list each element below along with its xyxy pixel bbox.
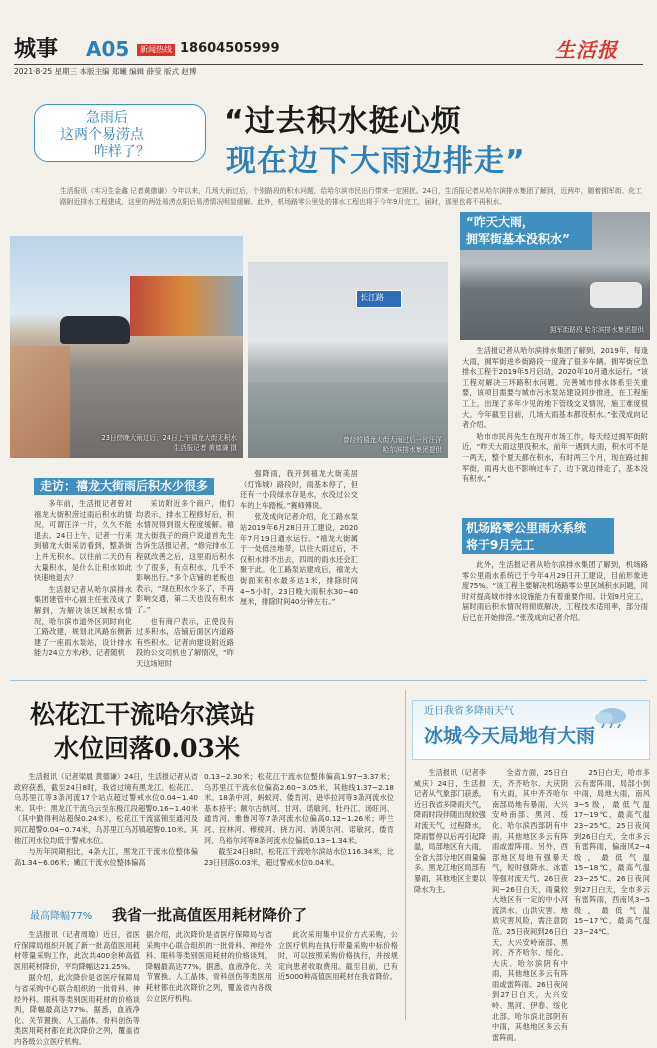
kicker-line-2: 这两个易涝点 — [60, 127, 144, 143]
subhead-airport-road-1: 机场路零公里雨水系统 — [466, 521, 587, 535]
story3-headline: 冰城今天局地有大雨 — [424, 725, 596, 747]
story2-col-2 — [204, 772, 394, 896]
story1-col3-para-1: 强降雨，我开到禧龙大街美居（灯饰城）路段时，雨基本停了，但还有一小段绿水存是水，水没过公交车的上车踏板。”赛师傅说。 — [240, 469, 358, 510]
headline-line-2: 现在边下大雨边排走” — [226, 144, 526, 179]
photo2-caption-1: 曾经的禧龙大街大雨过后一片汪洋 — [343, 436, 442, 444]
story4-para-1: 生活报讯（记者周瑜）近日，省医疗保障局组织开展了新一批高值医用耗材带量采购工作，此次共400余种高值医用耗材降价，平均降幅达21.25%。 — [14, 930, 140, 971]
story1-col2-para-1: 采访附近多个商户，他们均表示，排水工程修好后，积水情况得到很大程度缓解。禧龙大街我子的商户说道首先生告诉生活报记者，“修完排水工程就改善之后，这里雨后积水少了很多，有点积水，几乎不影响出行。”多个店铺的老板也表示，“现在积水少多了，不再影响交通，第二天也没有积水了。” — [136, 499, 234, 614]
story4-para-2: 据介绍，此次降价是省医疗保障局与省采购中心联合组织的一批骨科、神经外科、眼科等类别医用耗材的价格谈判，降幅最高达77%。据悉，血液净化、关节置换、人工晶体、骨科创伤等类医用耗材都在此次降价之列，覆盖省内各级公立医疗机构。 — [14, 973, 140, 1046]
story1-right-para-2: 哈市市民肖先生在现开市场工作，每天经过拥军街附近，“昨天大雨这里没积水，前年一遇到大雨，积水可不是一两天，整个夏天都在积水，有时两三个月，现在路过拥军街，雨再大也不影响过车了，边下就边排走了，基本没有积水。” — [462, 431, 648, 484]
photo3-caption: 拥军街路段 哈尔滨排水集团提供 — [549, 326, 644, 334]
hotline-number: 18604505999 — [180, 41, 280, 56]
story3-col-2 — [492, 768, 568, 1042]
story4-col-1 — [14, 930, 140, 1046]
kicker-line-1: 急雨后 — [86, 110, 128, 126]
subhead-xilong-street: 走访：禧龙大街雨后积水少很多 — [34, 478, 214, 495]
photo1-caption-1: 23日傍晚大雨过后，24日上午禧龙大街无积水 — [101, 434, 237, 442]
story3-col-3 — [574, 768, 650, 1022]
story2-para-3: 0.13~2.30米；松花江干流水位整体偏高1.97~3.37米；乌苏里江干流水位偏高2.60~3.05米，其他线1.37~2.18米。18条中河，蚂蚁河、倭肯河、逊毕拉河等3条河流水位基本持平；额尔古纳河、甘河、诺敏河、牡丹江、汤旺河、通肯河、雅鲁河等7条河流水位偏高0.12~1.26米；呼兰河、拉林河、穆棱河、挠力河、讷谟尔河、诺敏河、倭肯河、乌裕尔河等8条河流水位偏低0.13~1.34米。 — [204, 772, 394, 845]
story1-col1-para-2: 生活报记者从哈尔滨排水集团建管中心副主任张茂成了解到，为解决该区域积水情况，哈尔滨市道外区同时向化工路改建，规划北风路东侧新建了一座雨水泵站，设计排水能力24立方米/秒。记者随机 — [34, 584, 132, 658]
photo1-sidewalk — [10, 346, 70, 458]
section-divider — [10, 680, 647, 681]
column-divider — [405, 690, 406, 1020]
story1-col2-para-2: 也有商户表示，正使没有过多积水，店铺后面区内道路有些积水。记者向建设附近路段的公交司机也了解情况，“昨天这场短时 — [136, 616, 234, 668]
story1-lead: 生活报讯（实习生金鑫 记者黄德谦）今年以来，几场大雨过后，个别路段的积水问题，给哈尔滨市民出行带来一定困扰。24日，生活报记者从哈尔滨排水集团了解到，近两年，随着拥军街、化工路附近排水工程建成，这里的两处易涝点阳后易涝情况明显缓解。此外，机场路零公里处的排水工程也将于今年9月完工，届时，那里也将不再积水。 — [60, 187, 642, 206]
section-title: 城事 — [14, 36, 59, 62]
story2-col-1 — [14, 772, 198, 896]
story1-right-col — [462, 346, 648, 510]
story1-col-1 — [34, 499, 132, 669]
newspaper-logo: 生活报 — [555, 38, 618, 62]
story2-para-1: 生活报讯（记者梁晨 黄德谦）24日，生活报记者从省政府获悉，截至24日8时，我省过境有黑龙江、松花江、乌苏里江等3条河流17个站点超过警戒水位0.04~1.40米。其中：黑龙江干流乌云至东极江段超警0.16~1.40米（其中勤得利站超保0.24米），松花江干流富锦至通河及同江超警0.04~0.74米，乌苏里江乌苏镇超警0.10米。其他江河水位均低于警戒水位。 — [14, 772, 198, 845]
weather-icon — [590, 704, 630, 728]
story2-para-2: 与历年同期相比，4条大江，黑龙江干流水位整体偏高1.34~6.06米；嫩江干流水位整体偏高 — [14, 847, 198, 867]
story2-headline-2: 水位回落0.03米 — [54, 734, 240, 763]
photo1-buildings — [130, 276, 243, 336]
photo3-car — [590, 282, 642, 308]
story3-para-3: 25日白天，哈市多云有雷阵雨，局部小到中雨，局地大雨，南风3~5级，最低气温17~19℃，最高气温23~25℃。25日夜间到26日白天，全市多云有雷阵雨，偏南风2~4级，最低气温15~18℃，最高气温23~25℃。26日夜间到27日白天，全市多云有雷阵雨，西南风3~5级，最低气温15~17℃，最高气温23~24℃。 — [574, 768, 650, 936]
story4-para-3: 据介绍，此次降价是省医疗保障局与省采购中心联合组织的一批骨科、神经外科、眼科等类别医用耗材的价格谈判，降幅最高达77%。据悉，血液净化、关节置换、人工晶体、骨科创伤等类医用耗材都在此次降价之列，覆盖省内各级公立医疗机构。 — [146, 930, 272, 1003]
story2-para-4: 截至24日8时，松花江干流哈尔滨站水位116.34米，比23日回落0.03米，超过警戒水位0.04米。 — [204, 847, 394, 867]
story1-right-para-1: 生活报记者从哈尔滨排水集团了解到，2019年，每逢大雨，拥军街进乡街路段一度淹了很多车辆。拥军街应急排水工程于2019年5月启动，2020年10月通水运行。“该工程对解决三环路积水问题、完善城市排水体系至关重要，该项目需要与城市污水泵站建设同步推进，在工程施工上，出现了多年少见的地下管线交叉情况，施工难度很大。今年截至目前，几场大雨基本都没积水。”张茂成向记者介绍。 — [462, 346, 648, 430]
story4-headline: 我省一批高值医用耗材降价了 — [112, 906, 308, 924]
photo3-title-2: 拥军街基本没积水” — [466, 232, 570, 246]
subhead-airport-road-2: 将于9月完工 — [466, 538, 535, 552]
story4-col-3 — [278, 930, 398, 1022]
story4-col-2 — [146, 930, 272, 1022]
photo1-caption-2: 生活报记者 黄德谦 摄 — [173, 444, 237, 452]
header-rule — [14, 64, 643, 65]
story1-right-col-2 — [462, 560, 648, 670]
headline-line-1: “过去积水挺心烦 — [224, 104, 462, 139]
story3-para-2: 全省方面，25日白天，齐齐哈尔、大庆阴有大雨，其中齐齐哈尔南部局地有暴雨，大兴安岭南部、黑河、绥化、哈尔滨西部阴有中雨，其他地区多云有阵雨或雷阵雨。另外，西部地区局地有强暴天气，短时强降水、冰雹等强对流天气。26日夜间~26日白天，雨量较大地区有一定的中小河流洪水、山洪灾害、地质灾害风险，需注意防范。25日夜间到26日白天，大兴安岭南部、黑河、齐齐哈尔、绥化、大庆、哈尔滨阴有中雨，其他地区多云有阵雨或雷阵雨。26日夜间到27日白天，大兴安岭、黑河、伊春、绥化北部、哈尔滨北部阴有中雨，其他地区多云有雷阵雨。 — [492, 768, 568, 1042]
photo2-caption-2: 哈尔滨排水集团提供 — [382, 446, 442, 454]
story4-para-4: 此次采用集中议价方式采购，公立医疗机构在执行带量采购中标价格时，可以按照采购价格执行，并按规定向患者收取费用。截至目前，已有近5000种高值医用耗材在我省降价。 — [278, 930, 398, 982]
hotline-label: 新闻热线 — [137, 44, 175, 56]
story1-col-3 — [240, 469, 358, 669]
story3-kicker: 近日我省多降雨天气 — [424, 706, 514, 717]
photo-street-flooded — [248, 262, 448, 458]
page-number: A05 — [86, 37, 130, 61]
story1-right2-para-1: 此外，生活报记者从哈尔滨排水集团了解到，机场路零公里雨水系统已于今年4月29日开工建设，目前形象进度75%。“该工程主要解决机场路零公里区域积水问题，同时对提高城市排水设施能力有着重要作用。计划9月完工，届时雨后积水情况将彻底解决，工程技术适用率，部分雨后已在开始排涝。”张茂成向记者介绍。 — [462, 560, 648, 622]
photo-yongjun-street — [460, 212, 650, 340]
story1-col-2 — [136, 499, 234, 669]
photo1-car — [60, 316, 130, 344]
story1-col1-para-1: 多年前，生活报记者曾对禧龙大街积涝过雨后积水的情况，可谓汪洋一片，久久不能退去。24日上午，记者一行来到禧龙大街采访看到，整条街上并无积水。以往前二天仍有大量积水，是什么让积水如此快速地退去？ — [34, 499, 132, 583]
photo2-sign-text: 长江路 — [360, 293, 384, 302]
story1-col3-para-2: 张茂成向记者介绍，化工路水泵站2019年6月28日开工建设，2020年7月19日通水运行。“禧龙大街属于一处低洼地带，以往大雨过后，不仅积水排不出去，四周的雨水还会汇聚于此。化工路泵站建成后，禧龙大街面来积水最多达1米，排除时间4~5小时，23日晚大雨积水30~40厘米，排除时间40分钟左右。” — [240, 512, 358, 607]
photo-street-dry — [10, 236, 243, 458]
story4-kicker: 最高降幅77% — [30, 911, 93, 922]
story3-para-1: 生活报讯（记者李威庆）24日，生活报记者从气象部门获悉，近日我省多降雨天气，降雨时段伴随出现较强对流天气，过程降水，降雨暂停以后再引起降温，局部地区有大雨，全省大部分地区雨量偏多。黑龙江地区局部有暴雨，其他地区主要以降水为主。 — [414, 768, 486, 894]
header-meta: 2021·8·25 星期三 本版主编 郑曦 编辑 薛莹 版式 赵博 — [14, 67, 197, 76]
photo3-title-1: “昨天大雨， — [466, 215, 534, 229]
story3-col-1 — [414, 768, 486, 1022]
kicker-line-3: 咋样了？ — [94, 144, 150, 160]
story2-headline-1: 松花江干流哈尔滨站 — [30, 700, 256, 729]
page-header — [0, 0, 657, 78]
